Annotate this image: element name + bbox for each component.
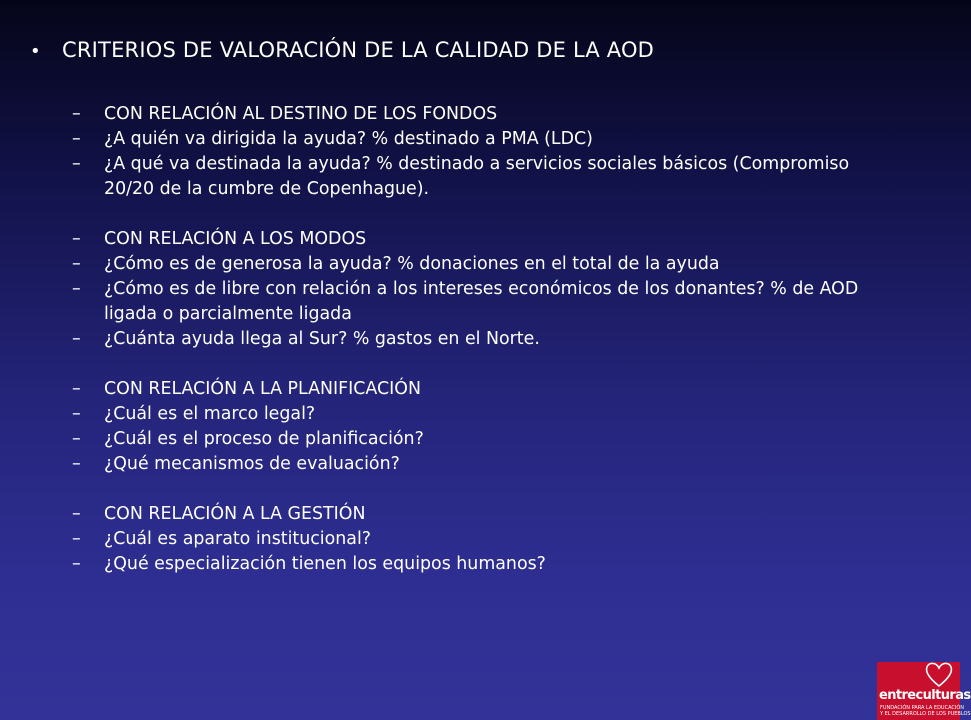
dash-bullet: – xyxy=(72,504,81,524)
section-heading xyxy=(72,377,892,402)
dash-bullet: – xyxy=(72,154,81,174)
list-item-text: ¿Qué mecanismos de evaluación? xyxy=(104,454,400,474)
list-item-text: ¿Qué especialización tienen los equipos humanos? xyxy=(104,554,546,574)
dash-bullet: – xyxy=(72,229,81,249)
dash-bullet: – xyxy=(72,529,81,549)
logo-subtitle-1: FUNDACIÓN PARA LA EDUCACIÓN xyxy=(880,705,965,711)
list-item xyxy=(72,152,892,202)
list-item xyxy=(72,252,892,277)
dash-bullet: – xyxy=(72,429,81,449)
section-heading-text: CON RELACIÓN A LA GESTIÓN xyxy=(104,504,366,524)
section-heading xyxy=(72,102,892,127)
list-item xyxy=(72,552,892,577)
dash-bullet: – xyxy=(72,104,81,124)
list-item-text: ¿A qué va destinada la ayuda? % destinado a servicios sociales básicos (Compromiso 20/20 de la cumbre de Copenhague). xyxy=(104,154,850,199)
criteria-list xyxy=(72,102,892,577)
list-item xyxy=(72,402,892,427)
bullet-icon: • xyxy=(30,41,41,62)
list-item xyxy=(72,527,892,552)
list-item xyxy=(72,452,892,477)
list-item-text: ¿Cuál es el marco legal? xyxy=(104,404,316,424)
dash-bullet: – xyxy=(72,254,81,274)
dash-bullet: – xyxy=(72,454,81,474)
list-item-text: ¿Cuál es el proceso de planificación? xyxy=(104,429,424,449)
dash-bullet: – xyxy=(72,279,81,299)
list-item xyxy=(72,277,892,327)
list-item-text: ¿Cuánta ayuda llega al Sur? % gastos en el Norte. xyxy=(104,329,540,349)
list-item xyxy=(72,327,892,352)
slide-title-row xyxy=(30,38,654,62)
section-gap xyxy=(72,352,892,377)
list-item-text: ¿Cómo es de libre con relación a los intereses económicos de los donantes? % de AOD ligada o parcialmente ligada xyxy=(104,279,859,324)
section-heading xyxy=(72,502,892,527)
list-item-text: ¿Cómo es de generosa la ayuda? % donaciones en el total de la ayuda xyxy=(104,254,720,274)
list-item xyxy=(72,427,892,452)
entreculturas-logo xyxy=(877,662,971,720)
logo-subtitle-2: Y EL DESARROLLO DE LOS PUEBLOS xyxy=(880,711,971,717)
slide-title: CRITERIOS DE VALORACIÓN DE LA CALIDAD DE LA AOD xyxy=(62,38,655,62)
section-heading-text: CON RELACIÓN A LA PLANIFICACIÓN xyxy=(104,379,421,399)
dash-bullet: – xyxy=(72,404,81,424)
dash-bullet: – xyxy=(72,554,81,574)
list-item-text: ¿Cuál es aparato institucional? xyxy=(104,529,372,549)
dash-bullet: – xyxy=(72,129,81,149)
section-heading-text: CON RELACIÓN AL DESTINO DE LOS FONDOS xyxy=(104,104,498,124)
list-item-text: ¿A quién va dirigida la ayuda? % destinado a PMA (LDC) xyxy=(104,129,593,149)
dash-bullet: – xyxy=(72,379,81,399)
logo-brand: entreculturas xyxy=(879,688,971,703)
section-heading xyxy=(72,227,892,252)
section-heading-text: CON RELACIÓN A LOS MODOS xyxy=(104,229,367,249)
section-gap xyxy=(72,477,892,502)
dash-bullet: – xyxy=(72,329,81,349)
list-item xyxy=(72,127,892,152)
section-gap xyxy=(72,202,892,227)
